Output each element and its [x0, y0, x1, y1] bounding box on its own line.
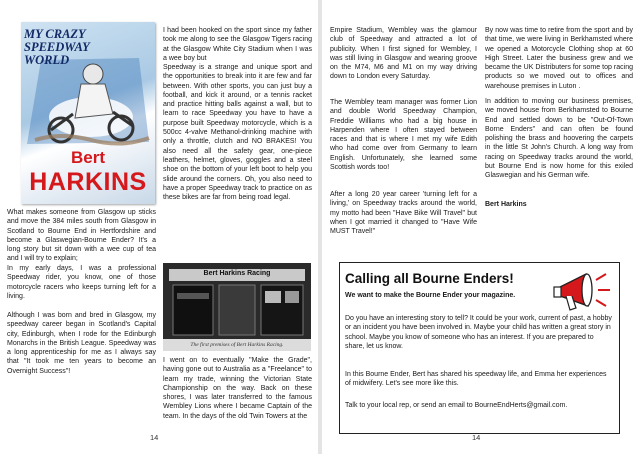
- right-col-para-1: I had been hooked on the sport since my father took me along to see the Glasgow Tigers racing at the Glasgow White City Stadium when I was a wee boy but: [163, 27, 312, 62]
- box-title: Calling all Bourne Enders!: [345, 271, 514, 286]
- right-page-col1-para-2: The Wembley team manager was former Lion and double World Speedway Champion, Freddie Williams who had a big house in Harpenden where I often stayed between races and that is where I met my wife Edith who had come over from Germany to learn English. Unfortunately, she learned some Scottish words too!: [330, 99, 477, 172]
- left-page: [0, 0, 318, 454]
- box-subtitle: We want to make the Bourne Ender your magazine.: [345, 292, 516, 299]
- right-col-para-3: I went on to eventually "Make the Grade", having gone out to Australia as a "Freelance" to learn my trade, winning the Victorian State Championship on the way. Back on these shores, I was later transferred to the famous Wembley Lions where I became Captain of the team. In the days of the old Twin Towers at the: [163, 357, 312, 420]
- shop-photo: [163, 263, 311, 339]
- left-col-para-1: What makes someone from Glasgow up sticks and move the 384 miles south from Glasgow in Scotland to Bourne End in Hertfordshire and become a Glaswegian-Bourne Ender? It's a long story but sit down with a wee cup of tea and I will try to explain;: [7, 209, 156, 263]
- shop-sign: Bert Harkins Racing: [203, 270, 271, 277]
- right-page-col1-para-3: After a long 20 year career 'turning left for a living,' on Speedway tracks around the world, my motto had been "Have Bike Will Travel" but when I got married it changed to "Have Wife MUST Travel!": [330, 191, 477, 236]
- call-out-box: [339, 262, 620, 434]
- right-col-para-2: Speedway is a strange and unique sport and the opportunities to break into it are few and far between. With other sports, you can just buy a football, and kick it around, or a tennis racket and practice hitting balls against a wall, but to learn to race Speedway you have to have a purpose built Speedway motorcycle, which is a 500cc 4-valve Methanol-drinking machine with only a throttle, clutch and NO BRAKES! You also need all the safety gear, one-piece leathers, helmet, gloves, goggles and a steel shoe on the bottom of your left boot to help you slide around the corners. Oh, you also need to have a proper Speedway track to practice on as these bikes are far from being road legal.: [163, 64, 312, 202]
- cover-title: MY CRAZY SPEEDWAY WORLD: [24, 27, 90, 67]
- signature: Bert Harkins: [485, 201, 527, 208]
- box-para-2: In this Bourne Ender, Bert has shared his speedway life, and Emma her experiences of midwifery. Let's see more like this.: [345, 371, 607, 388]
- page-number-right: 14: [472, 433, 481, 442]
- photo-caption: The first premises of Bert Harkins Racing.: [163, 339, 311, 351]
- left-col-para-2: In my early days, I was a professional Speedway rider, you know, one of those motorcycle racers who keeps turning left for a living.: [7, 265, 156, 300]
- box-para-3: Talk to your local rep, or send an email to BourneEndHerts@gmail.com.: [345, 402, 568, 409]
- right-page-col1-para-1: Empire Stadium, Wembley was the glamour club of Speedway and attracted a lot of publicity. When I first signed for Wembley, I was still living in Glasgow and wearing groove on the M74, M6 and M1 on my way driving down to London every Saturday.: [330, 27, 477, 81]
- page-number-left: 14: [150, 433, 159, 442]
- cover-author-last: HARKINS: [29, 168, 147, 196]
- megaphone-icon: [552, 266, 614, 318]
- right-page-col2-para-2: In addition to moving our business premises, we moved house from Berkhamsted to Bourne End and settled down to be "Out-Of-Town Borne Enders" and can often be found polishing the brass and hoovering the carpets in the little St John's Church. A long way from racing on Speedway tracks around the world, but Bourne End is now home for this exiled Glaswegian and his German wife.: [485, 98, 633, 180]
- left-col-para-3: Although I was born and bred in Glasgow, my speedway career began in Scotland's Capital city, Edinburgh, when I rode for the Edinburgh Monarchs in the British League. Speedway was a long apprenticeship for me as I always say that "It took me ten years to become an Overnight Success"!: [7, 312, 156, 375]
- book-cover-image: [21, 22, 155, 204]
- right-page-col2-para-1: By now was time to retire from the sport and by that time, we were living in Berkhamsted where we opened a Motorcycle Clothing shop at 60 High Street. Later the business grew and we became the UK Distributers for some top racing products so we moved out to offices and warehouse premises in Luton .: [485, 27, 633, 90]
- box-para-1: Do you have an interesting story to tell? It could be your work, current of past, a hobby or an incident you have been involved in. Maybe your child has written a great story in school. Maybe you know of someone who has an interest. If you are prepared to share, let us know.: [345, 315, 612, 350]
- cover-author-first: Bert: [70, 148, 105, 167]
